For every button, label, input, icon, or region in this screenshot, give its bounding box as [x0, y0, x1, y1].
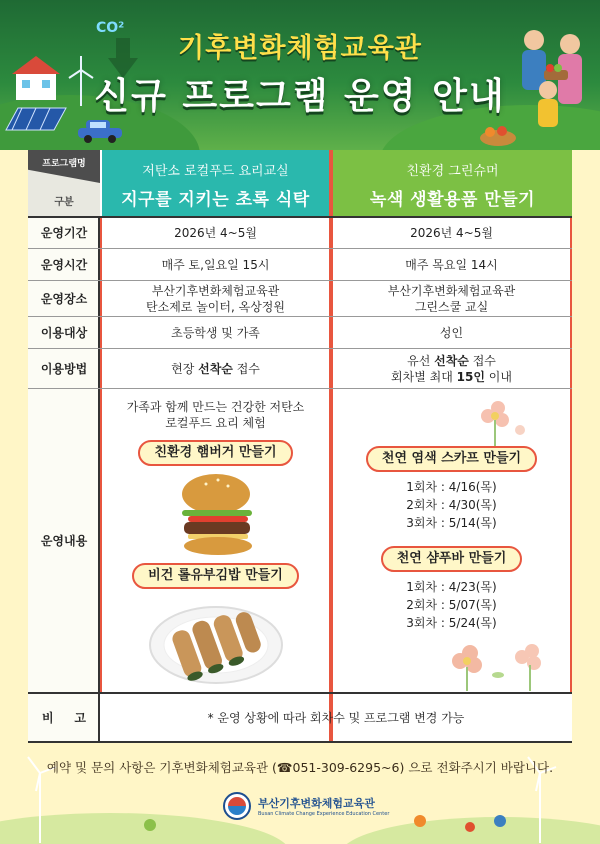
activity-pill: 비건 롤유부김밥 만들기 — [132, 563, 299, 589]
program2-method1-pre: 유선 — [407, 353, 435, 368]
program1-place-line2: 탄소제로 놀이터, 옥상정원 — [146, 299, 285, 314]
label-period: 운영기간 — [40, 226, 88, 240]
program1-title: 지구를 지키는 초록 식탁 — [121, 190, 310, 210]
program1-activity2 — [102, 563, 329, 589]
program2-place-line1: 부산기후변화체험교육관 — [387, 283, 516, 298]
session-item: 2회차 : 4/30(목) — [406, 498, 497, 512]
program-table — [28, 150, 572, 743]
session-item: 3회차 : 5/24(목) — [406, 616, 497, 630]
column-border-right — [570, 216, 572, 694]
program1-header — [102, 150, 329, 216]
kimbap-plate-illustration — [146, 593, 286, 688]
label-target: 이용대상 — [40, 326, 88, 340]
program1-method — [102, 349, 329, 388]
label-place: 운영장소 — [40, 292, 88, 306]
program2-method2-post: 이내 — [484, 369, 512, 384]
program2-method2-pre: 회차별 최대 — [391, 369, 457, 384]
program2-target: 성인 — [439, 325, 464, 340]
note-text: * 운영 상황에 따라 회차수 및 프로그램 변경 가능 — [207, 710, 465, 725]
logo-english-name: Busan Climate Change Experience Education Center — [258, 811, 390, 817]
flower-decoration — [468, 394, 538, 454]
contact-info: 예약 및 문의 사항은 기후변화체험교육관 (☎051-309-6295~6) 으로 전화주시기 바랍니다. — [46, 760, 554, 775]
page-subtitle: 신규 프로그램 운영 안내 — [94, 76, 506, 117]
activity-pill: 친환경 햄버거 만들기 — [138, 440, 292, 466]
session-item: 1회차 : 4/23(목) — [406, 580, 497, 594]
car-icon — [76, 118, 124, 144]
program2-time: 매주 목요일 14시 — [405, 257, 498, 272]
activity-pill: 천연 샴푸바 만들기 — [381, 546, 523, 572]
program1-activity1 — [102, 440, 329, 466]
program2-activity1-sessions — [333, 477, 570, 533]
session-item: 2회차 : 5/07(목) — [406, 598, 497, 612]
logo-icon — [222, 791, 252, 821]
program1-place-line1: 부산기후변화체험교육관 — [151, 283, 280, 298]
program2-method1-emphasis: 선착순 — [434, 353, 469, 368]
program1-method-emphasis: 선착순 — [198, 361, 233, 376]
program1-place — [102, 281, 329, 316]
program1-target: 초등학생 및 가족 — [171, 325, 260, 340]
session-item: 1회차 : 4/16(목) — [406, 480, 497, 494]
vegetable-basket-icon — [478, 122, 518, 146]
label-method: 이용방법 — [40, 362, 88, 376]
program2-method2-emphasis: 15인 — [456, 369, 485, 384]
program2-activity1 — [333, 446, 570, 472]
program2-period: 2026년 4~5월 — [410, 225, 493, 240]
program2-place — [333, 281, 570, 316]
program1-method-pre: 현장 — [171, 361, 199, 376]
program1-content-line2: 로컬푸드 요리 체험 — [165, 416, 266, 430]
program2-activity2-sessions — [333, 577, 570, 633]
label-content: 운영내용 — [40, 534, 88, 548]
program2-method-line1 — [407, 353, 496, 369]
co2-label: CO² — [96, 20, 125, 36]
program2-method-line2 — [391, 369, 512, 385]
program2-title: 녹색 생활용품 만들기 — [369, 190, 536, 210]
program2-activity2 — [333, 546, 570, 572]
row-divider — [28, 388, 572, 389]
program2-header — [333, 150, 572, 216]
page-title: 기후변화체험교육관 — [178, 33, 422, 64]
activity-pill: 천연 염색 스카프 만들기 — [366, 446, 537, 472]
corner-label-category: 구분 — [54, 196, 74, 208]
program2-method — [333, 349, 570, 388]
program1-subtitle: 저탄소 로컬푸드 요리교실 — [142, 164, 289, 179]
label-time: 운영시간 — [40, 258, 88, 272]
program2-place-line2: 그린스쿨 교실 — [414, 299, 489, 314]
corner-label-program: 프로그램명 — [42, 158, 86, 169]
header-banner — [0, 0, 600, 150]
flower-decoration — [438, 635, 558, 691]
session-item: 3회차 : 5/14(목) — [406, 516, 497, 530]
program1-content-line1: 가족과 함께 만드는 건강한 저탄소 — [126, 400, 305, 414]
burger-illustration — [168, 470, 268, 560]
program2-method1-post: 접수 — [468, 353, 496, 368]
logo-name: 부산기후변화체험교육관 — [258, 797, 375, 810]
program1-period: 2026년 4~5월 — [174, 225, 257, 240]
program2-subtitle: 친환경 그린슈머 — [406, 164, 499, 179]
organization-logo — [222, 790, 392, 822]
program1-method-post: 접수 — [232, 361, 260, 376]
label-note: 비 고 — [41, 711, 87, 725]
program1-content-desc — [102, 398, 329, 432]
program1-time: 매주 토,일요일 15시 — [161, 257, 270, 272]
